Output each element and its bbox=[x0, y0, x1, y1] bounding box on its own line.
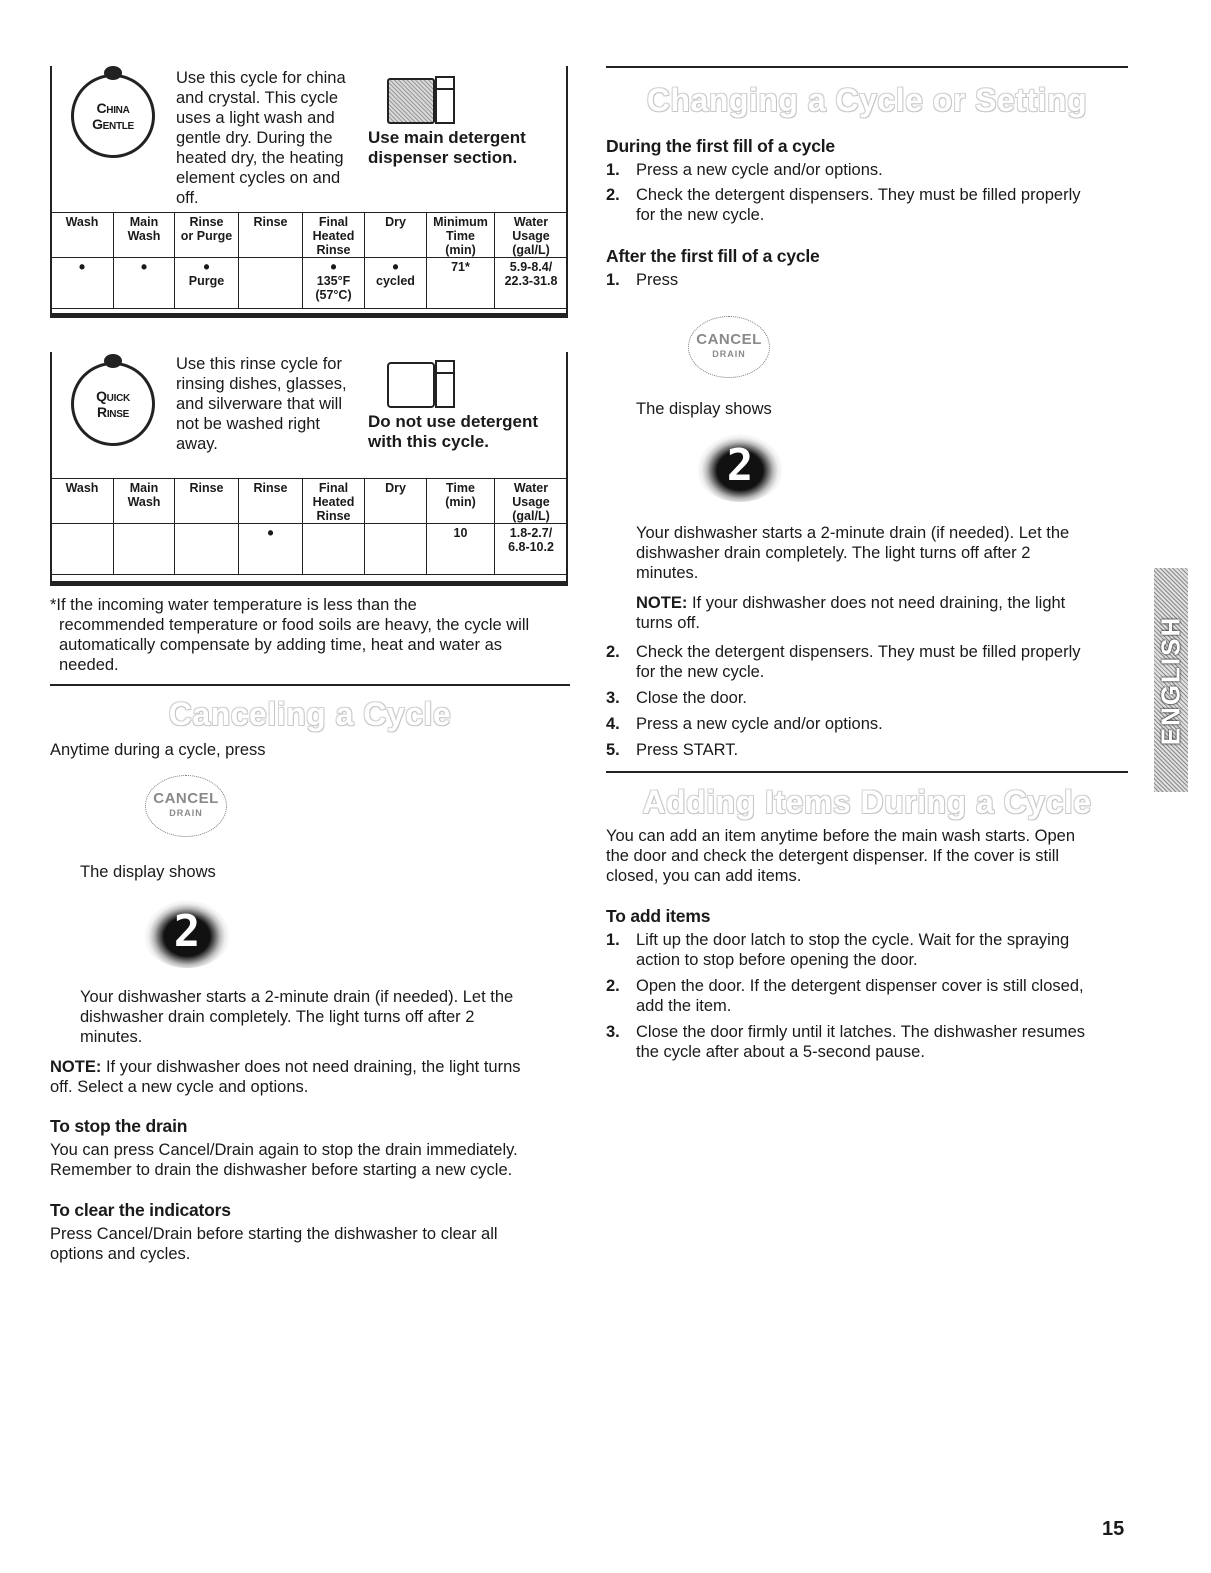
list-item: 5. Press START. bbox=[606, 741, 739, 759]
badge-line-1: Quick bbox=[96, 388, 130, 404]
china-table-bar bbox=[50, 313, 568, 318]
changing-note: NOTE: If your dishwasher does not need draining, the light turns off. bbox=[636, 594, 1066, 632]
language-tab bbox=[1154, 568, 1188, 792]
table-cell: • bbox=[51, 258, 114, 309]
table-header-cell: Rinse bbox=[239, 213, 303, 258]
table-cell bbox=[51, 524, 114, 575]
table-header-cell: Dry bbox=[365, 479, 427, 524]
table-header-cell: Final Heated Rinse bbox=[303, 213, 365, 258]
list-item: 2. Open the door. If the detergent dispenser cover is still closed, add the item. bbox=[606, 977, 1084, 1015]
china-gentle-description: Use this cycle for china and crystal. This cycle uses a light wash and gentle dry. During the heated dry, the heating element cycles on and off. bbox=[176, 69, 346, 207]
drain-label: DRAIN bbox=[169, 808, 203, 818]
table-row bbox=[51, 258, 568, 309]
table-header-cell: Water Usage (gal/L) bbox=[495, 213, 568, 258]
badge-line-1: China bbox=[96, 100, 130, 116]
display-digit: 2 bbox=[173, 906, 201, 957]
list-item: 3. Close the door firmly until it latches. The dishwasher resumes the cycle after about a 5-second pause. bbox=[606, 1023, 1086, 1061]
changing-drain-text: Your dishwasher starts a 2-minute drain (if needed). Let the dishwasher drain completely. The light turns off after 2 minutes. bbox=[636, 524, 1070, 582]
table-cell: • 135°F (57°C) bbox=[303, 258, 365, 309]
badge-line-2: Rinse bbox=[97, 404, 129, 420]
after-fill-heading: After the first fill of a cycle bbox=[606, 246, 820, 266]
table-header-cell: Main Wash bbox=[114, 479, 175, 524]
add-items-heading: To add items bbox=[606, 906, 711, 926]
table-header-cell: Wash bbox=[51, 213, 114, 258]
table-cell bbox=[239, 258, 303, 309]
language-tab-label: ENGLISH bbox=[1155, 615, 1186, 745]
table-header-cell: Time (min) bbox=[427, 479, 495, 524]
display-digit: 2 bbox=[726, 440, 754, 491]
display-drain-icon bbox=[695, 432, 785, 502]
table-header-cell: Rinse bbox=[239, 479, 303, 524]
list-item: 1. Press a new cycle and/or options. bbox=[606, 161, 883, 179]
table-header-cell: Rinse or Purge bbox=[175, 213, 239, 258]
table-header-cell: Rinse bbox=[175, 479, 239, 524]
stop-drain-heading: To stop the drain bbox=[50, 1116, 188, 1136]
quick-rinse-badge-icon bbox=[71, 362, 155, 446]
detergent-dispenser-full-icon bbox=[387, 76, 453, 122]
changing-rule bbox=[606, 66, 1128, 68]
cancel-label: CANCEL bbox=[153, 790, 219, 807]
page-number: 15 bbox=[1102, 1518, 1125, 1540]
table-cell bbox=[114, 524, 175, 575]
changing-title: Changing a Cycle or Setting bbox=[646, 82, 1088, 118]
china-gentle-badge-icon bbox=[71, 74, 155, 158]
table-header-row bbox=[51, 213, 568, 258]
table-header-cell: Minimum Time (min) bbox=[427, 213, 495, 258]
clear-indicators-heading: To clear the indicators bbox=[50, 1200, 231, 1220]
quick-rinse-detergent-note: Do not use detergent with this cycle. bbox=[368, 412, 539, 451]
canceling-title: Canceling a Cycle bbox=[168, 696, 452, 732]
china-gentle-cycle-table bbox=[50, 212, 568, 309]
table-cell: 5.9-8.4/ 22.3-31.8 bbox=[495, 258, 568, 309]
adding-intro: You can add an item anytime before the main wash starts. Open the door and check the detergent dispenser. If the cover is still closed, you can add items. bbox=[606, 827, 1075, 885]
first-fill-heading: During the first fill of a cycle bbox=[606, 136, 835, 156]
after-fill-steps bbox=[606, 642, 1136, 766]
rinse-table-bar bbox=[50, 581, 568, 586]
temperature-footnote: *If the incoming water temperature is less than the recommended temperature or food soils are heavy, the cycle will automatically compensate by adding time, heat and water as needed. bbox=[50, 596, 530, 674]
list-item: 3. Close the door. bbox=[606, 689, 747, 707]
canceling-intro: Anytime during a cycle, press bbox=[50, 741, 266, 759]
cancel-drain-button[interactable] bbox=[145, 775, 227, 837]
cancel-label: CANCEL bbox=[696, 331, 762, 348]
canceling-note: NOTE: If your dishwasher does not need draining, the light turns off. Select a new cycle and options. bbox=[50, 1058, 521, 1096]
table-cell: • cycled bbox=[365, 258, 427, 309]
quick-rinse-cycle-table bbox=[50, 478, 568, 575]
changing-display-shows: The display shows bbox=[636, 400, 772, 418]
canceling-display-shows: The display shows bbox=[80, 863, 216, 881]
canceling-drain-text: Your dishwasher starts a 2-minute drain (if needed). Let the dishwasher drain completely. The light turns off after 2 minutes. bbox=[80, 988, 514, 1046]
list-item: 4. Press a new cycle and/or options. bbox=[606, 715, 883, 733]
add-items-steps bbox=[606, 930, 1146, 1068]
table-header-cell: Wash bbox=[51, 479, 114, 524]
table-cell: • bbox=[114, 258, 175, 309]
table-cell: 10 bbox=[427, 524, 495, 575]
first-fill-steps bbox=[606, 160, 1136, 230]
table-row bbox=[51, 524, 568, 575]
table-header-cell: Dry bbox=[365, 213, 427, 258]
canceling-rule bbox=[50, 684, 570, 686]
table-header-cell: Main Wash bbox=[114, 213, 175, 258]
clear-indicators-text: Press Cancel/Drain before starting the dishwasher to clear all options and cycles. bbox=[50, 1225, 498, 1263]
table-header-row bbox=[51, 479, 568, 524]
detergent-dispenser-empty-icon bbox=[387, 360, 453, 406]
adding-rule bbox=[606, 771, 1128, 773]
drain-label: DRAIN bbox=[712, 349, 746, 359]
table-cell: 71* bbox=[427, 258, 495, 309]
list-item: 2. Check the detergent dispensers. They must be filled properly for the new cycle. bbox=[606, 643, 1081, 681]
list-item: 1. Lift up the door latch to stop the cycle. Wait for the spraying action to stop before opening the door. bbox=[606, 931, 1070, 969]
stop-drain-text: You can press Cancel/Drain again to stop the drain immediately. Remember to drain the dishwasher before starting a new cycle. bbox=[50, 1141, 518, 1179]
table-header-cell: Final Heated Rinse bbox=[303, 479, 365, 524]
quick-rinse-description: Use this rinse cycle for rinsing dishes, glasses, and silverware that will not be washed right away. bbox=[176, 355, 347, 453]
china-detergent-note: Use main detergent dispenser section. bbox=[368, 128, 526, 167]
adding-title: Adding Items During a Cycle bbox=[642, 784, 1092, 820]
table-header-cell: Water Usage (gal/L) bbox=[495, 479, 568, 524]
list-item: 2. Check the detergent dispensers. They must be filled properly for the new cycle. bbox=[606, 186, 1081, 224]
table-cell: • Purge bbox=[175, 258, 239, 309]
cancel-drain-button[interactable] bbox=[688, 316, 770, 378]
display-drain-icon bbox=[142, 898, 232, 968]
badge-line-2: Gentle bbox=[92, 116, 134, 132]
table-cell bbox=[303, 524, 365, 575]
after-fill-step-1: 1. Press bbox=[606, 271, 679, 289]
table-cell bbox=[365, 524, 427, 575]
table-cell: • bbox=[239, 524, 303, 575]
table-cell bbox=[175, 524, 239, 575]
table-cell: 1.8-2.7/ 6.8-10.2 bbox=[495, 524, 568, 575]
